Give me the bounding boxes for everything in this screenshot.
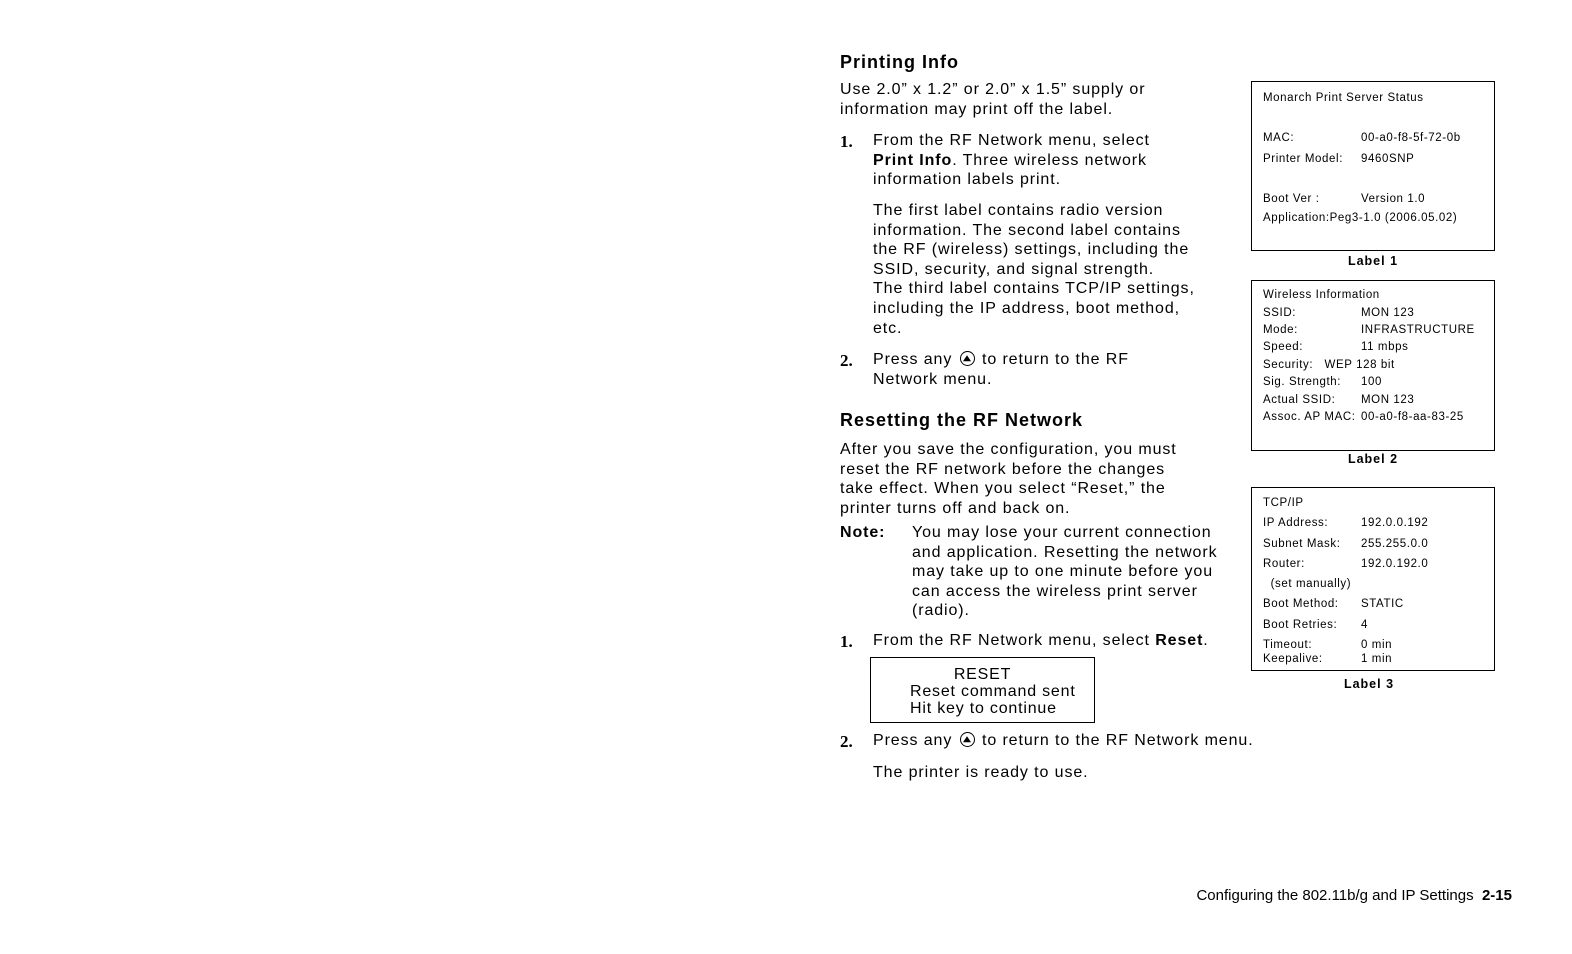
label-row <box>1263 376 1488 388</box>
desc-line: including the IP address, boot method, <box>873 299 1180 317</box>
label-value: 00-a0-f8-aa-83-25 <box>1361 411 1464 423</box>
label-row <box>1263 307 1488 319</box>
step-text: to return to the RF <box>981 351 1129 368</box>
step-text: . <box>1203 632 1209 649</box>
label-row <box>1263 212 1488 224</box>
label-row <box>1263 653 1488 665</box>
label-title: Monarch Print Server Status <box>1263 92 1424 104</box>
step-number: 2. <box>840 351 853 370</box>
intro-line: Use 2.0” x 1.2” or 2.0” x 1.5” supply or <box>840 81 1146 98</box>
resetting-heading: Resetting the RF Network <box>840 410 1084 430</box>
label-key: MAC: <box>1263 132 1295 144</box>
label-value: 0 min <box>1361 639 1393 651</box>
step-text: From the RF Network menu, select <box>873 632 1156 649</box>
step-line: Network menu. <box>873 370 993 388</box>
note-line: can access the wireless print server <box>912 582 1198 600</box>
printing-step-1 <box>873 131 1150 190</box>
label-value: 11 mbps <box>1361 341 1409 353</box>
step-text: Press any <box>873 732 953 749</box>
step-text: to return to the RF Network menu. <box>981 732 1254 749</box>
label-key: Assoc. AP MAC: <box>1263 411 1356 423</box>
label-key: Keepalive: <box>1263 653 1323 665</box>
label-key: Speed: <box>1263 341 1304 353</box>
footer-title: Configuring the 802.11b/g and IP Settings <box>1196 887 1474 904</box>
label-key: Boot Method: <box>1263 598 1339 610</box>
desc-line: SSID, security, and signal strength. <box>873 260 1155 278</box>
note-text <box>912 523 1217 621</box>
label-key: Printer Model: <box>1263 153 1343 165</box>
intro-line: reset the RF network before the changes <box>840 460 1166 478</box>
ready-text: The printer is ready to use. <box>873 764 1089 781</box>
label-value: 192.0.0.192 <box>1361 517 1429 529</box>
label-value: INFRASTRUCTURE <box>1361 324 1475 336</box>
label-value: 1 min <box>1361 653 1393 665</box>
label-row <box>1263 132 1488 144</box>
step-number: 1. <box>840 632 853 651</box>
circled-up-arrow-icon <box>960 732 975 747</box>
resetting-step-1 <box>873 631 1209 651</box>
resetting-step-2 <box>873 731 1254 751</box>
label-value: MON 123 <box>1361 307 1415 319</box>
step-line <box>873 350 1129 370</box>
label-key: Subnet Mask: <box>1263 538 1341 550</box>
label-title: Wireless Information <box>1263 289 1380 301</box>
page-number: 2-15 <box>1481 887 1512 904</box>
label-key: Mode: <box>1263 324 1298 336</box>
label-value: 9460SNP <box>1361 153 1415 165</box>
label-3-sample <box>1251 487 1495 671</box>
label-2-caption: Label 2 <box>1347 452 1399 466</box>
desc-line: information. The second label contains <box>873 221 1181 239</box>
label-value: 4 <box>1361 619 1368 631</box>
label-row <box>1263 359 1488 371</box>
label-key: Actual SSID: <box>1263 394 1336 406</box>
screen-title: RESET <box>953 666 1012 683</box>
label-value: STATIC <box>1361 598 1404 610</box>
intro-line: After you save the configuration, you must <box>840 441 1177 458</box>
intro-line: take effect. When you select “Reset,” the <box>840 480 1166 498</box>
label-row <box>1263 639 1488 651</box>
label-value: 00-a0-f8-5f-72-0b <box>1361 132 1461 144</box>
menu-option-print-info: Print Info <box>873 151 953 169</box>
desc-line: the RF (wireless) settings, including the <box>873 241 1190 259</box>
label-key: Boot Ver : <box>1263 193 1320 205</box>
label-row <box>1263 598 1488 610</box>
label-key: SSID: <box>1263 307 1297 319</box>
label-row <box>1263 619 1488 631</box>
step-text: Press any <box>873 351 953 368</box>
label-key: IP Address: <box>1263 517 1329 529</box>
label-key: Boot Retries: <box>1263 619 1338 631</box>
printing-step-2 <box>873 350 1129 389</box>
printing-info-heading: Printing Info <box>840 52 959 72</box>
note-line: and application. Resetting the network <box>912 543 1218 561</box>
label-key: Sig. Strength: <box>1263 376 1342 388</box>
step-number: 2. <box>840 732 853 751</box>
label-key: Router: <box>1263 558 1305 570</box>
step-number: 1. <box>840 132 853 151</box>
label-2-sample <box>1251 280 1495 451</box>
label-row <box>1263 341 1488 353</box>
step-line <box>873 151 1150 171</box>
circled-up-arrow-icon <box>960 351 975 366</box>
step-text: . Three wireless network <box>952 151 1147 169</box>
intro-line: information may print off the label. <box>840 100 1114 118</box>
note-line: (radio). <box>912 602 970 620</box>
label-key: (set manually) <box>1263 578 1352 590</box>
note-label: Note: <box>840 524 886 541</box>
label-row <box>1263 538 1488 550</box>
label-row <box>1263 517 1488 529</box>
label-value: 255.255.0.0 <box>1361 538 1429 550</box>
label-1-sample <box>1251 81 1495 251</box>
desc-line: The third label contains TCP/IP settings, <box>873 280 1195 298</box>
step-line: From the RF Network menu, select <box>873 132 1150 149</box>
label-1-caption: Label 1 <box>1347 254 1399 268</box>
desc-line: etc. <box>873 319 903 337</box>
label-key: Security: WEP 128 bit <box>1263 359 1395 371</box>
note-line: You may lose your current connection <box>912 524 1212 541</box>
screen-line: Reset command sent <box>910 683 1076 700</box>
note-line: may take up to one minute before you <box>912 563 1214 581</box>
printing-step-1-description <box>873 201 1195 338</box>
step-line: information labels print. <box>873 171 1061 189</box>
page-footer <box>1196 887 1512 904</box>
label-value: Version 1.0 <box>1361 193 1426 205</box>
label-row <box>1263 153 1488 165</box>
label-key: Timeout: <box>1263 639 1313 651</box>
label-value: MON 123 <box>1361 394 1415 406</box>
screen-line: Hit key to continue <box>910 700 1057 717</box>
label-title: TCP/IP <box>1263 497 1304 509</box>
label-row <box>1263 394 1488 406</box>
label-value: 100 <box>1361 376 1382 388</box>
resetting-intro <box>840 440 1177 518</box>
printing-info-intro <box>840 80 1145 119</box>
printer-display-screen <box>870 657 1095 723</box>
desc-line: The first label contains radio version <box>873 202 1164 219</box>
label-row <box>1263 324 1488 336</box>
label-3-caption: Label 3 <box>1343 677 1395 691</box>
label-value: 192.0.192.0 <box>1361 558 1429 570</box>
label-row <box>1263 411 1488 423</box>
label-row <box>1263 578 1488 590</box>
label-row <box>1263 558 1488 570</box>
menu-option-reset: Reset <box>1155 632 1204 649</box>
label-row <box>1263 193 1488 205</box>
label-key: Application:Peg3-1.0 (2006.05.02) <box>1263 212 1458 224</box>
intro-line: printer turns off and back on. <box>840 499 1071 517</box>
